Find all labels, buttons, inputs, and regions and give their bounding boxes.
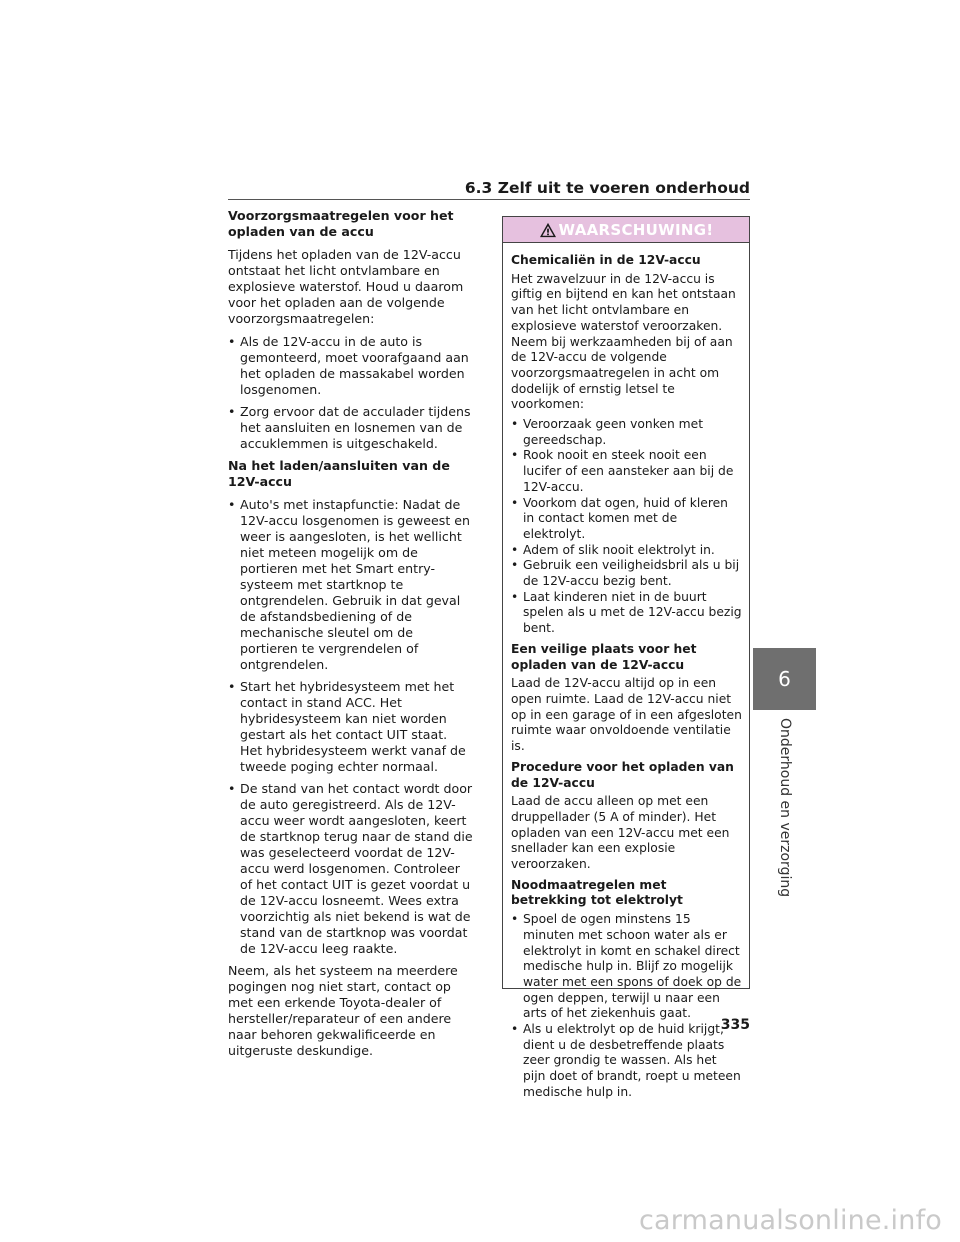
list-item [228,497,473,673]
left-column [228,208,473,1066]
list-item [511,590,742,637]
warning-title: WAARSCHUWING! [558,220,714,239]
bullet-dot: • [228,781,236,796]
intro-paragraph: Tijdens het opladen van de 12V-accu ontstaat het licht ontvlambare en explosieve waterstof. Houd u daarom voor het opladen aan de volgende voorzorgsmaatregelen: [228,247,464,326]
list-item [511,417,742,448]
bullet-dot: • [511,542,519,557]
warning-heading-emergency: Noodmaatregelen met betrekking tot elektrolyt [511,877,683,908]
list-item [511,448,742,495]
section-header-title: 6.3 Zelf uit te voeren onderhoud [464,179,750,197]
list-item [511,558,742,589]
list-item [228,334,473,398]
header-divider [228,199,750,200]
chapter-tab: 6 [753,648,816,710]
list-item-text: Veroorzaak geen vonken met gereedschap. [523,417,704,447]
list-item-text: Start het hybridesysteem met het contact in stand ACC. Het hybridesysteem kan niet worden gestart als het contact UIT staat. Het hybridesysteem werkt vanaf de tweede poging echter normaal. [240,679,466,774]
list-item-text: De stand van het contact wordt door de auto geregistreerd. Als de 12V-accu weer wordt aangesloten, keert de startknop terug naar de stand die was geselecteerd voordat de 12V-accu werd losgenomen. Controleer of het contact UIT is gezet voordat u de 12V-accu losneemt. Wees extra voorzichtig als niet bekend is wat de stand van de startknop was voordat de 12V-accu leeg raakte. [240,781,473,956]
bullet-dot: • [228,679,236,694]
list-item [511,496,742,543]
bullet-dot: • [511,912,519,927]
list-item-text: Spoel de ogen minstens 15 minuten met schoon water als er elektrolyt in komt en schakel direct medische hulp in. Blijf zo mogelijk water met een spons of doek op de ogen deppen, terwijl u naar een arts of het ziekenhuis gaat. [523,912,742,1021]
list-item [511,912,742,1022]
list-item-text: Adem of slik nooit elektrolyt in. [523,542,715,557]
warning-heading-procedure: Procedure voor het opladen van de 12V-accu [511,759,734,790]
list-item-text: Zorg ervoor dat de acculader tijdens het aansluiten en losnemen van de accuklemmen is uitgeschakeld. [240,404,471,451]
bullet-dot: • [228,334,236,349]
list-item [511,1022,742,1101]
warning-header [503,217,749,243]
bullet-dot: • [228,497,236,512]
list-item-text: Als u elektrolyt op de huid krijgt, dient u de desbetreffende plaats zeer grondig te wassen. Als het pijn doet of brandt, roept u meteen medische hulp in. [523,1022,741,1099]
bullet-dot: • [511,558,519,573]
watermark: carmanualsonline.info [639,1205,942,1236]
list-item-text: Auto's met instapfunctie: Nadat de 12V-accu losgenomen is geweest en weer is aangesloten, is het wellicht niet meteen mogelijk om de portieren met het Smart entry-systeem met startknop te ontgrendelen. Gebruik in dat geval de afstandsbediening of de mechanische sleutel om de portieren te vergrendelen of ontgrendelen. [240,497,471,672]
warning-paragraph: Laad de 12V-accu altijd op in een open ruimte. Laad de 12V-accu niet op in een garage of in een afgesloten ruimte waar onvoldoende ventilatie is. [511,676,742,754]
heading-charging-precautions: Voorzorgsmaatregelen voor het opladen van de accu [228,208,454,239]
bullet-dot: • [511,495,519,510]
closing-paragraph: Neem, als het systeem na meerdere pogingen nog niet start, contact op met een erkende Toyota-dealer of hersteller/reparateur of een andere naar behoren gekwalificeerde en uitgeruste deskundige. [228,963,458,1058]
page-number: 335 [720,1017,750,1033]
list-item-text: Als de 12V-accu in de auto is gemonteerd, moet voorafgaand aan het opladen de massakabel worden losgenomen. [240,334,469,397]
bullet-dot: • [228,404,236,419]
chapter-label-text: Onderhoud en verzorging [777,718,793,898]
list-item [228,679,473,775]
list-item [511,543,742,559]
list-item-text: Laat kinderen niet in de buurt spelen als u met de 12V-accu bezig bent. [523,589,742,636]
warning-paragraph: Laad de accu alleen op met een druppellader (5 A of minder). Het opladen van een 12V-accu met een snellader kan een explosie veroorzaken. [511,794,730,872]
warning-heading-safe-place: Een veilige plaats voor het opladen van de 12V-accu [511,641,697,672]
list-item [228,781,473,957]
warning-body [503,243,749,1101]
warning-heading-chemicals: Chemicaliën in de 12V-accu [511,253,701,267]
bullet-dot: • [511,589,519,604]
list-item-text: Voorkom dat ogen, huid of kleren in contact komen met de elektrolyt. [523,495,728,541]
warning-triangle-icon [539,222,557,238]
bullet-dot: • [511,448,519,463]
warning-paragraph: Het zwavelzuur in de 12V-accu is giftig en bijtend en kan het ontstaan van het licht ontvlambare en explosieve waterstof veroorzaken. Neem bij werkzaamheden bij of aan de 12V-accu de volgende voorzorgsmaatregelen in acht om dodelijk of ernstig letsel te voorkomen: [511,271,736,412]
list-item [228,404,473,452]
list-item-text: Rook nooit en steek nooit een lucifer of een aansteker aan bij de 12V-accu. [523,448,734,494]
chapter-label [775,718,795,898]
bullet-dot: • [511,1022,519,1037]
heading-after-charging: Na het laden/aansluiten van de 12V-accu [228,458,450,489]
bullet-dot: • [511,417,519,432]
list-item-text: Gebruik een veiligheidsbril als u bij de 12V-accu bezig bent. [523,558,740,589]
